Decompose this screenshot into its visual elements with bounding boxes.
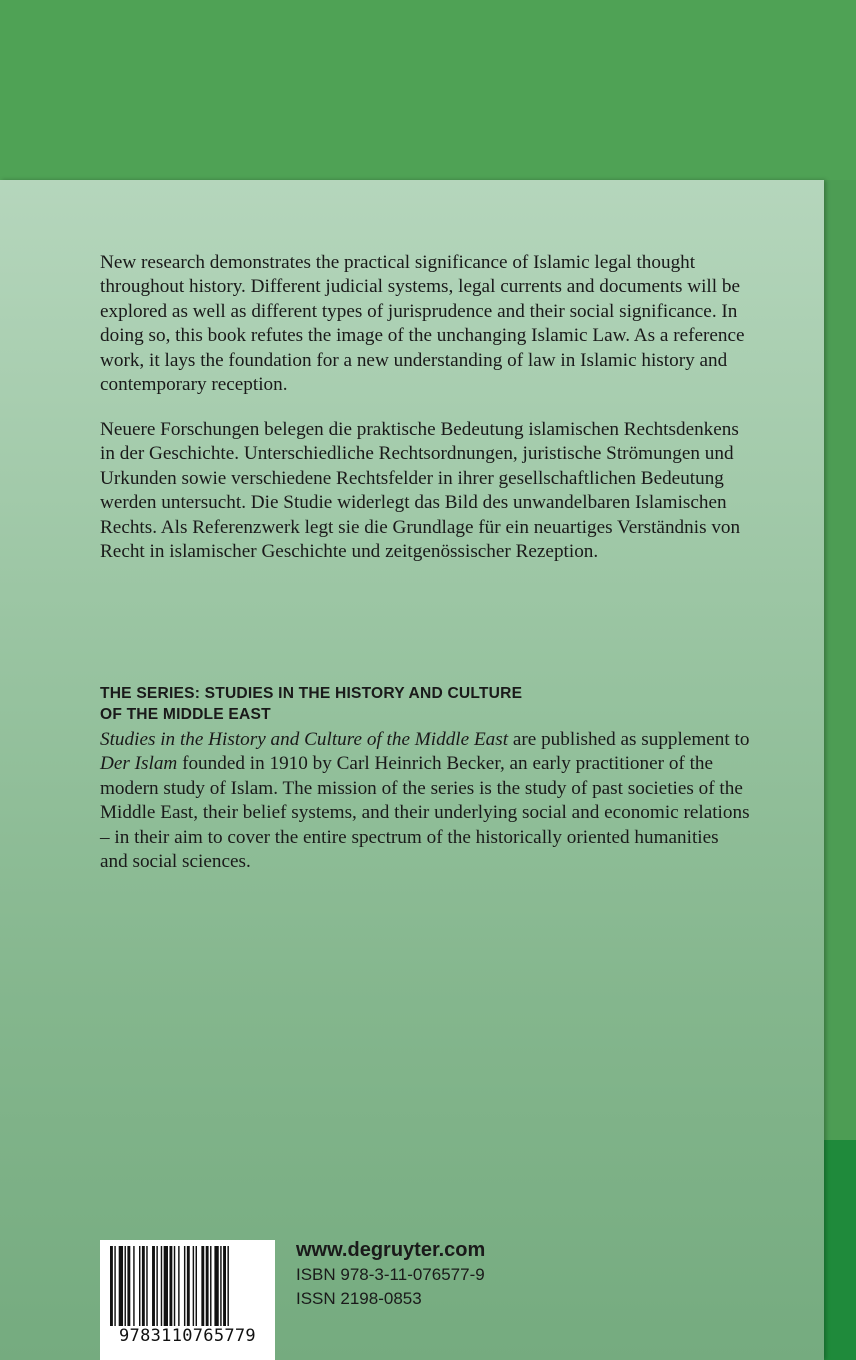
- barcode-bar: [187, 1246, 190, 1326]
- barcode-bar: [174, 1246, 175, 1326]
- barcode-bar: [127, 1246, 130, 1326]
- description-english: New research demonstrates the practical significance of Islamic legal thought throughout history. Different judicial systems, legal currents and documents will be explored as well as different types of jurisprudence and their social significance. In doing so, this book refutes the image of the unchanging Islamic Law. As a reference work, it lays the foundation for a new understanding of law in Islamic history and contemporary reception.: [100, 252, 745, 396]
- barcode-bar: [146, 1246, 147, 1326]
- barcode-bar: [210, 1246, 211, 1326]
- barcode-bar: [164, 1246, 168, 1326]
- publisher-info: [296, 1237, 485, 1311]
- barcode-bar: [214, 1246, 218, 1326]
- barcode-bar: [142, 1246, 145, 1326]
- barcode: [100, 1240, 275, 1360]
- barcode-bar: [114, 1246, 115, 1326]
- barcode-bar: [161, 1246, 162, 1326]
- journal-title: Der Islam: [100, 753, 178, 775]
- series-title: Studies in the History and Culture of the Middle East: [100, 729, 509, 750]
- barcode-bar: [184, 1246, 185, 1326]
- barcode-bar: [196, 1246, 197, 1326]
- barcode-bar: [110, 1246, 113, 1326]
- barcode-bar: [152, 1246, 155, 1326]
- barcode-bar: [227, 1246, 228, 1326]
- series-heading-line-2: OF THE MIDDLE EAST: [100, 706, 271, 723]
- series-heading-line-1: THE SERIES: STUDIES IN THE HISTORY AND CULTURE: [100, 685, 523, 702]
- barcode-bar: [206, 1246, 209, 1326]
- isbn-number: ISBN 978-3-11-076577-9: [296, 1265, 485, 1284]
- right-edge-accent: [824, 1140, 856, 1360]
- barcode-bar: [156, 1246, 157, 1326]
- description-german: Neuere Forschungen belegen die praktische Bedeutung islamischen Rechtsdenkens in der Geschichte. Unterschiedliche Rechtsordnungen, juristische Strömungen und Urkunden sowie verschiedene Rechtsfelder in ihrer gesellschaftlichen Bedeutung werden untersucht. Die Studie widerlegt das Bild des unwandelbaren Islamischen Rechts. Als Referenzwerk legt sie die Grundlage für ein neuartiges Verständnis von Recht in islamischer Geschichte und zeitgenössischer Rezeption.: [100, 419, 741, 563]
- barcode-bars-icon: [110, 1246, 265, 1326]
- barcode-bar: [193, 1246, 194, 1326]
- barcode-bar: [133, 1246, 134, 1326]
- barcode-bar: [119, 1246, 123, 1326]
- issn-number: ISSN 2198-0853: [296, 1289, 422, 1308]
- series-text-part-1: are published as supplement to: [508, 729, 750, 750]
- barcode-bar: [139, 1246, 140, 1326]
- publisher-url[interactable]: www.degruyter.com: [296, 1239, 486, 1261]
- barcode-bar: [125, 1246, 126, 1326]
- barcode-bar: [201, 1246, 204, 1326]
- barcode-bar: [169, 1246, 172, 1326]
- barcode-digits: 9783110765779: [119, 1326, 256, 1346]
- barcode-bar: [223, 1246, 226, 1326]
- series-heading: [100, 683, 750, 725]
- top-color-band: [0, 0, 856, 180]
- barcode-bar: [220, 1246, 221, 1326]
- barcode-bar: [178, 1246, 179, 1326]
- series-description: [100, 728, 750, 874]
- series-text-part-2: founded in 1910 by Carl Heinrich Becker, an early practitioner of the modern study of Islam. The mission of the series is the study of past societies of the Middle East, their belief systems, and their underlying social and economic relations – in their aim to cover the entire spectrum of the historically oriented humanities and social sciences.: [100, 753, 750, 873]
